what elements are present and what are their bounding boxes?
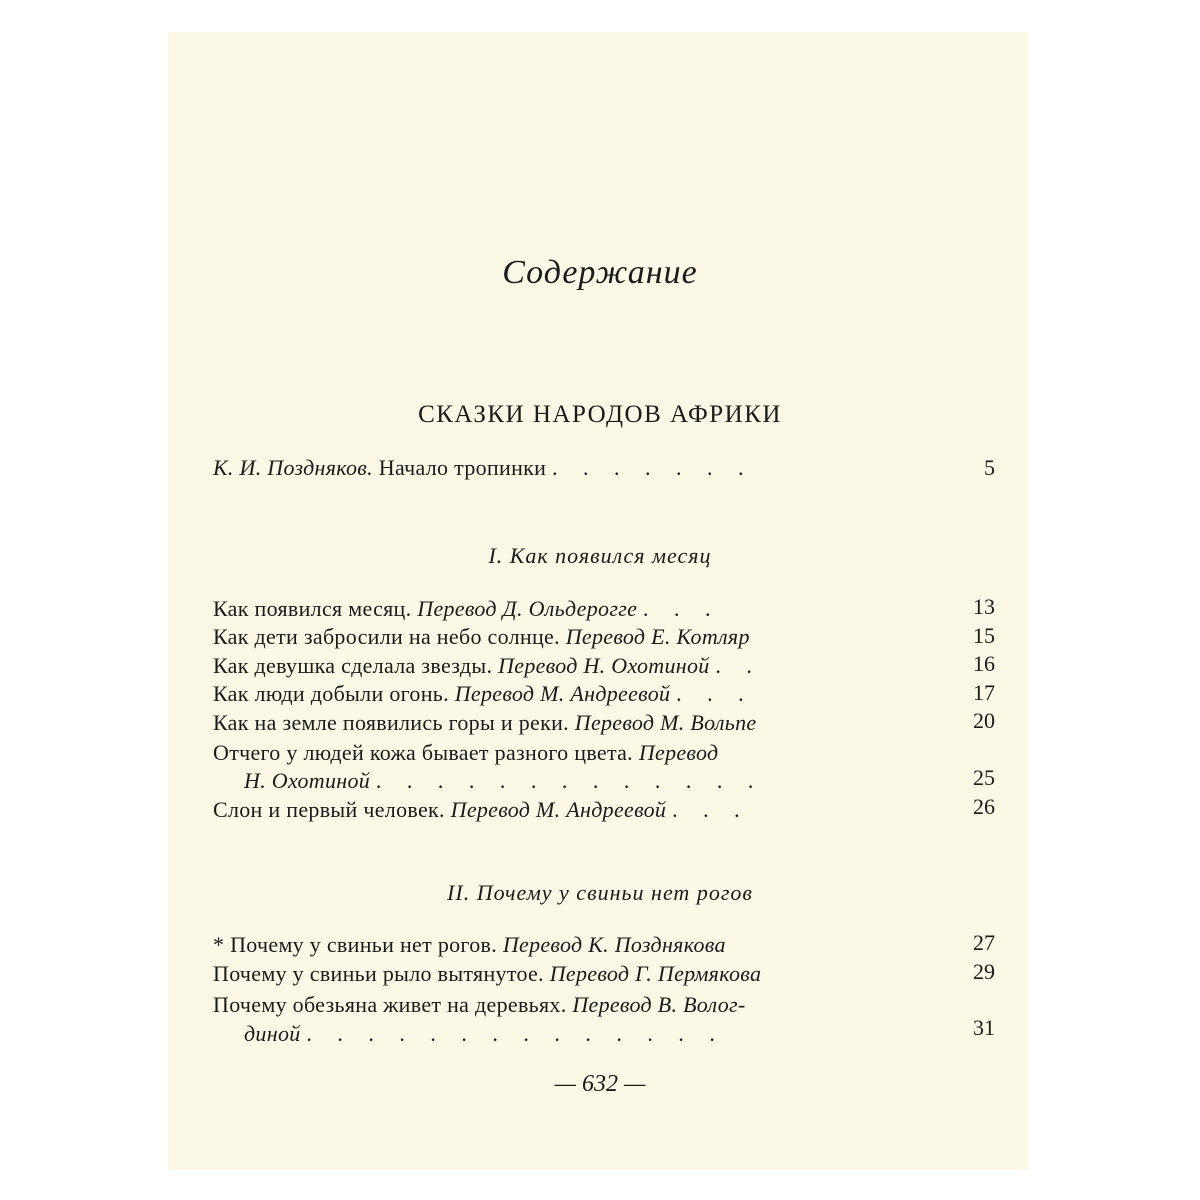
leader-dots: . . . xyxy=(672,797,750,822)
intro-title: Начало тропинки xyxy=(378,455,547,480)
entry-title: * Почему у свиньи нет рогов. xyxy=(213,932,497,957)
toc-entry xyxy=(213,963,761,985)
toc-entry-continuation xyxy=(244,770,763,792)
toc-entry xyxy=(213,799,750,821)
entry-title: Как девушка сделала звезды. xyxy=(213,653,493,678)
leader-dots: . . xyxy=(715,653,762,678)
toc-title: Содержание xyxy=(502,254,698,291)
toc-entry xyxy=(213,626,750,648)
part-title: СКАЗКИ НАРОДОВ АФРИКИ xyxy=(418,401,782,428)
leader-dots: . . . xyxy=(676,681,754,706)
entry-translator: Перевод К. Позднякова xyxy=(502,932,726,957)
page-number: 27 xyxy=(973,930,995,955)
section-title-1: I. Как появился месяц xyxy=(488,543,712,568)
entry-title: Почему у свиньи рыло вытянутое. xyxy=(213,961,544,986)
page-number: 31 xyxy=(973,1015,995,1040)
entry-translator: Перевод М. Вольпе xyxy=(574,710,757,735)
toc-entry xyxy=(213,712,756,734)
entry-translator: Перевод Н. Охотиной xyxy=(498,653,710,678)
page-number: 29 xyxy=(973,959,995,984)
page-number: 13 xyxy=(973,594,995,619)
entry-title: Отчего у людей кожа бывает разного цвета. xyxy=(213,740,633,765)
entry-title: Как дети забросили на небо солнце. xyxy=(213,624,560,649)
entry-translator: диной xyxy=(244,1021,301,1046)
toc-entry xyxy=(213,598,720,620)
page-number: 25 xyxy=(973,765,995,790)
page-number: 20 xyxy=(973,708,995,733)
page-number: 17 xyxy=(973,680,995,705)
page-number: 26 xyxy=(973,794,995,819)
entry-title: Слон и первый человек. xyxy=(213,797,445,822)
toc-entry xyxy=(213,934,726,956)
toc-entry xyxy=(213,683,754,705)
entry-translator: Перевод М. Андреевой xyxy=(450,797,667,822)
entry-title: Почему обезьяна живет на деревьях. xyxy=(213,992,567,1017)
page-number: 16 xyxy=(973,651,995,676)
section-title-2: II. Почему у свиньи нет рогов xyxy=(447,880,753,905)
entry-translator: Перевод xyxy=(638,740,719,765)
toc-entry xyxy=(213,742,718,764)
leader-dots: . . . . . . . xyxy=(552,455,754,480)
entry-translator: Перевод М. Андреевой xyxy=(454,681,671,706)
page-folio: — 632 — xyxy=(554,1071,646,1097)
entry-title: Как появился месяц. xyxy=(213,596,412,621)
leader-dots: . . . xyxy=(642,596,721,621)
toc-entry-continuation xyxy=(244,1023,725,1045)
entry-translator: Перевод Г. Пермякова xyxy=(549,961,762,986)
toc-entry xyxy=(213,655,762,677)
entry-translator: Н. Охотиной xyxy=(244,768,371,793)
leader-dots: . . . . . . . . . . . . . . xyxy=(306,1021,725,1046)
entry-translator: Перевод В. Волог- xyxy=(572,992,746,1017)
leader-dots: . . . . . . . . . . . . . xyxy=(375,768,764,793)
page-number: 15 xyxy=(973,623,995,648)
entry-title: Как на земле появились горы и реки. xyxy=(213,710,569,735)
entry-translator: Перевод Е. Котляр xyxy=(565,624,750,649)
intro-author: К. И. Поздняков. xyxy=(213,455,373,480)
toc-entry xyxy=(213,994,746,1016)
entry-title: Как люди добыли огонь. xyxy=(213,681,449,706)
entry-translator: Перевод Д. Ольдерогге xyxy=(417,596,638,621)
toc-entry-intro xyxy=(213,457,754,479)
page-number: 5 xyxy=(984,455,995,480)
